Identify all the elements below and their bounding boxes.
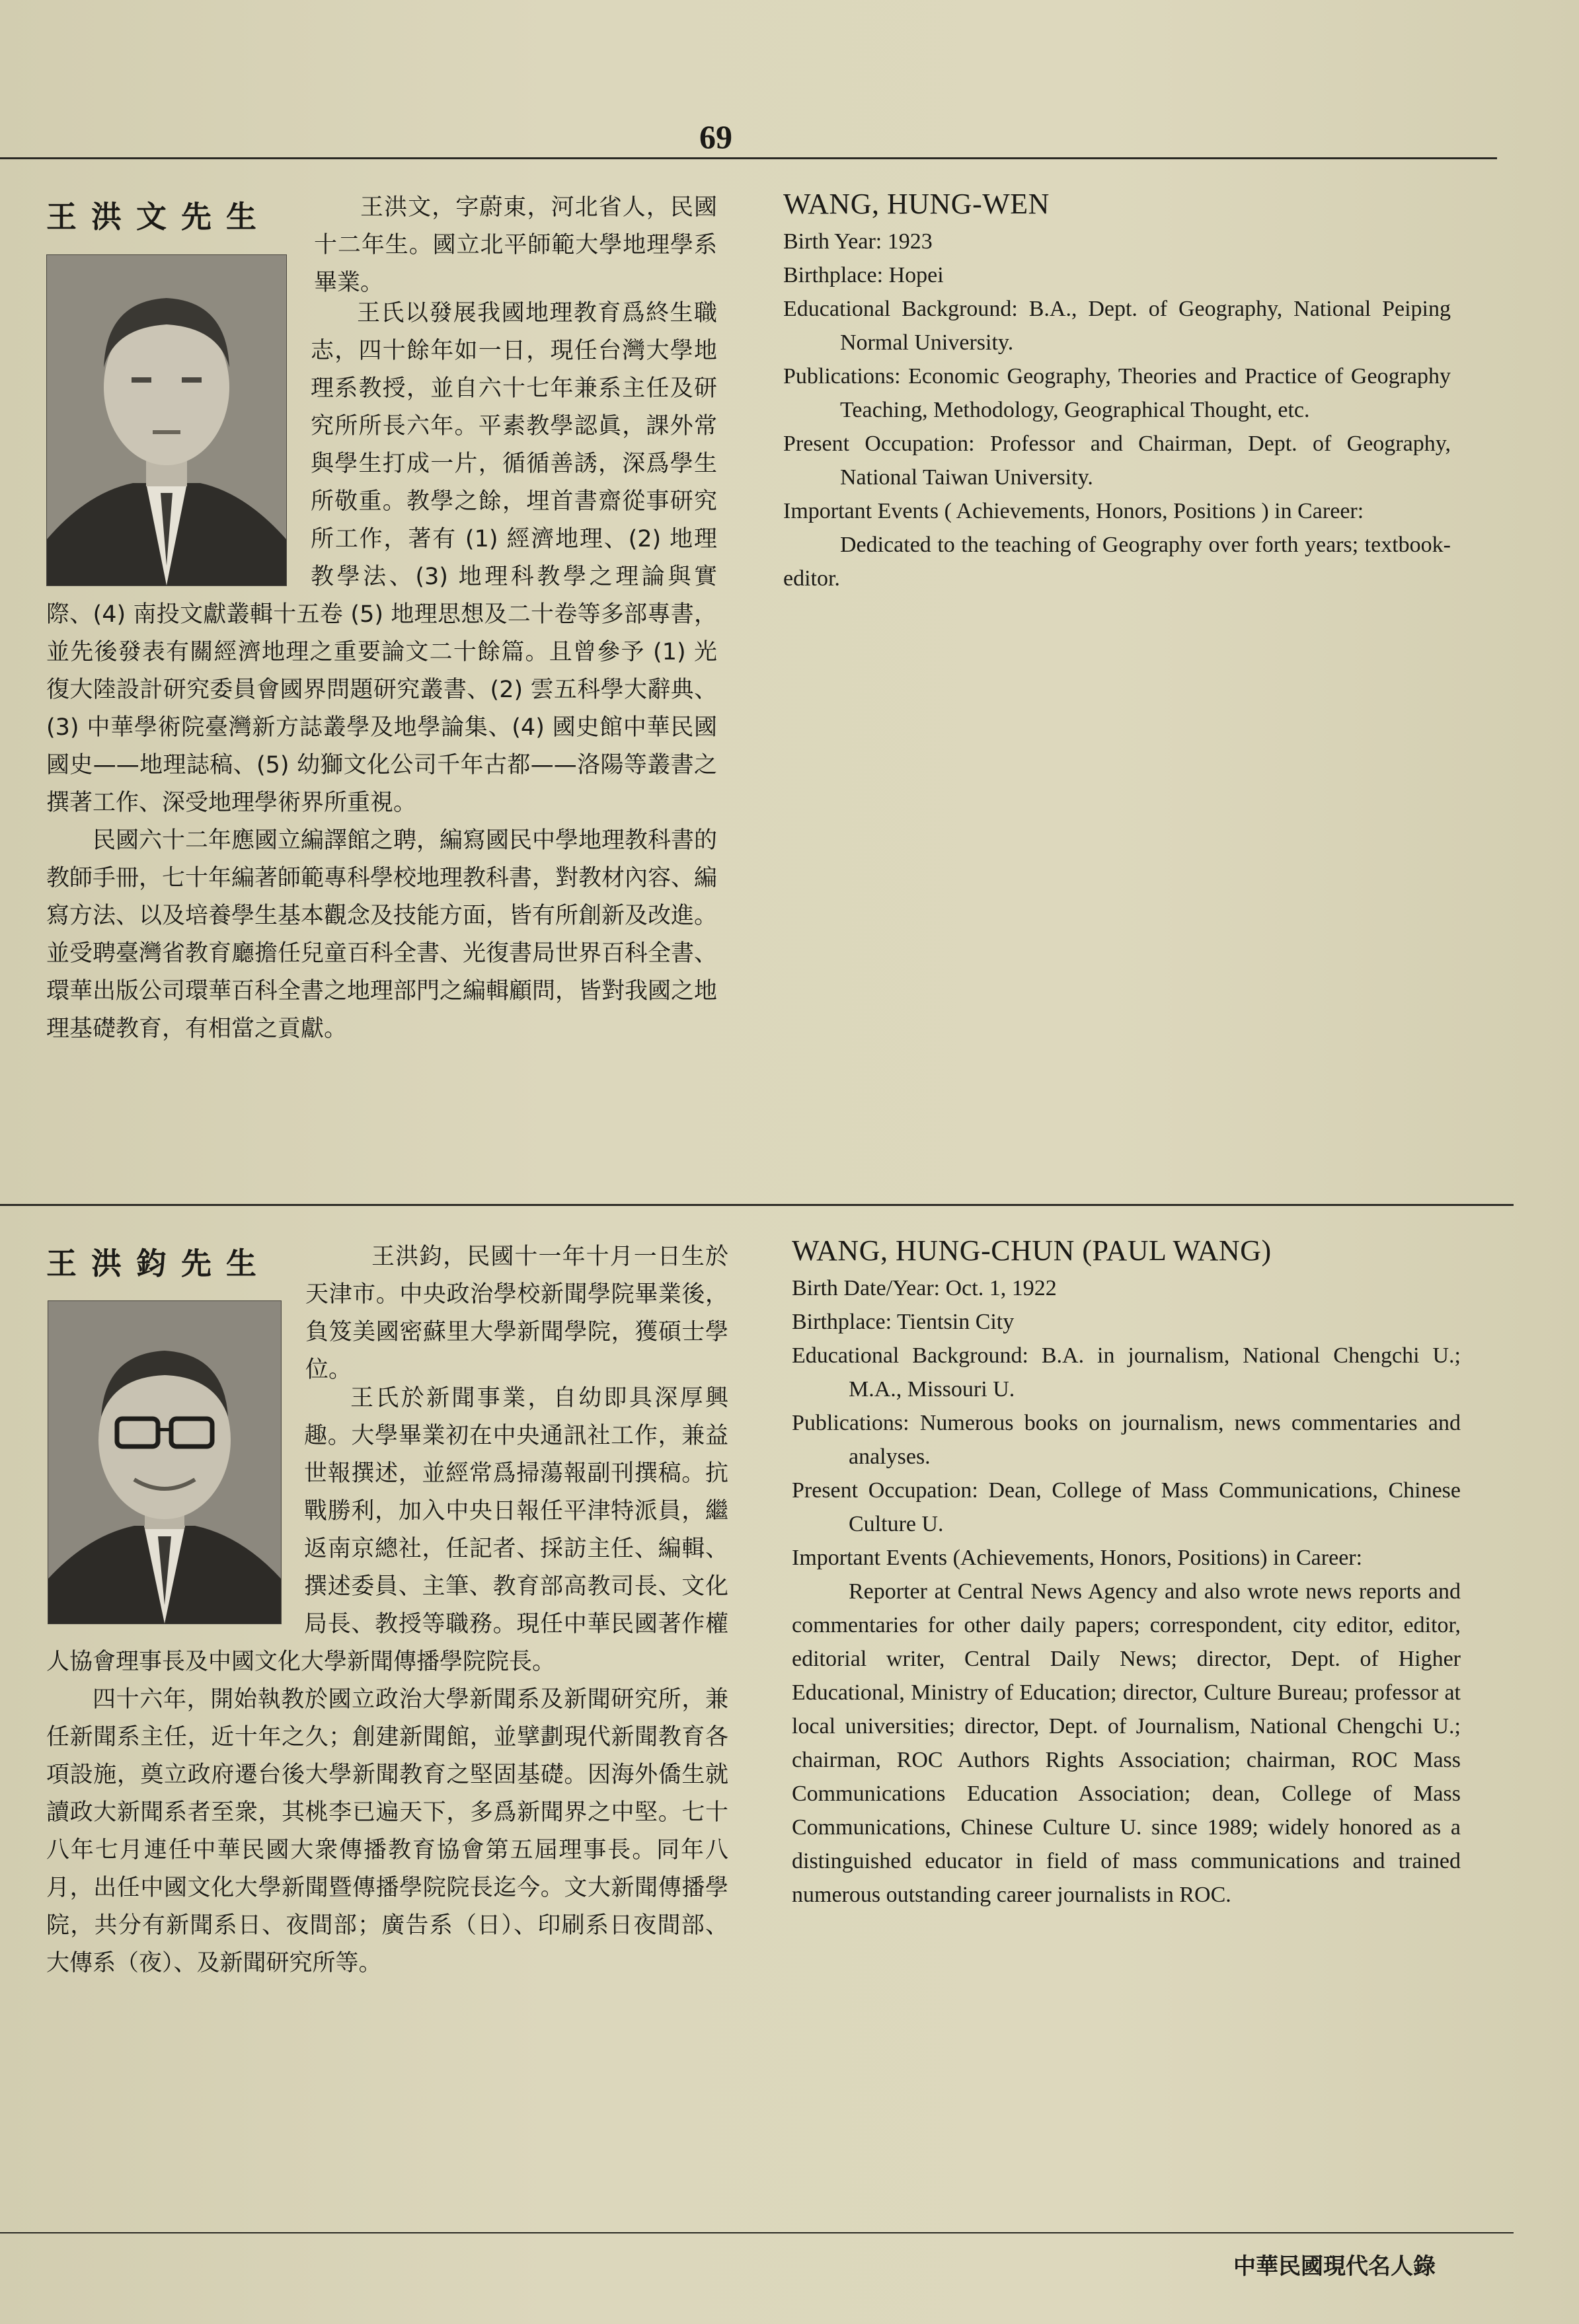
entry-1-bio-cn-para-1: 王洪文，字蔚東，河北省人，民國十二年生。國立北平師範大學地理學系畢業。 <box>314 194 717 296</box>
entry-2-bio-cn-wrap <box>46 1380 728 1982</box>
entry-1-field-occupation: Present Occupation: Professor and Chairman, Dept. of Geography, National Taiwan University. <box>783 431 1451 490</box>
middle-rule <box>0 1204 1514 1206</box>
entry-2-bio-cn-top <box>305 1238 728 1383</box>
entry-2-field-publications: Publications: Numerous books on journalism, news commentaries and analyses. <box>792 1411 1461 1469</box>
entry-1-photo-float <box>46 295 311 585</box>
page-number: 69 <box>699 118 732 155</box>
footer-book-title: 中華民國現代名人錄 <box>1233 2253 1436 2280</box>
entry-2-field-occupation: Present Occupation: Dean, College of Mass Communications, Chinese Culture U. <box>792 1478 1461 1536</box>
bottom-rule <box>0 2232 1514 2233</box>
entry-2-bio-cn-para-2: 王氏於新聞事業，自幼即具深厚興趣。大學畢業初在中央通訊社工作，兼益世報撰述，並經常爲掃蕩報副刊撰稿。抗戰勝利，加入中央日報任平津特派員，繼返南京總社，任記者、採訪主任、編輯、撰述委員、主筆、教育部高教司長、文化局長、教授等職務。現任中華民國著作權人協會理事長及中國文化大學新聞傳播學院院長。 <box>46 1385 728 1675</box>
entry-1-bio-cn-wrap <box>46 295 717 1048</box>
entry-2-career: Reporter at Central News Agency and also wrote news reports and commentaries for other daily papers; correspondent, city editor, editor, editorial writer, Central Daily News; director, Dept. of Higher Educational, Ministry of Education; director, Culture Bureau; professor at local universities; director, Dept. of Journalism, National Chengchi U.; chairman, ROC Authors Rights Association; chairman, ROC Mass Communications Education Association; dean, College of Mass Communications, Chinese Culture U. since 1989; widely honored as a distinguished educator in field of mass communications and trained numerous outstanding career journalists in ROC. <box>792 1579 1461 1907</box>
entry-1-field-education: Educational Background: B.A., Dept. of Geography, National Peiping Normal University. <box>783 297 1451 355</box>
entry-2-name-en: WANG, HUNG-CHUN (PAUL WANG) <box>792 1234 1272 1267</box>
entry-1-field-important-events: Important Events ( Achievements, Honors, Positions ) in Career: <box>783 499 1364 523</box>
entry-1-field-birth-year: Birth Year: 1923 <box>783 229 933 254</box>
entry-1-name-en: WANG, HUNG-WEN <box>783 188 1050 220</box>
entry-1-career: Dedicated to the teaching of Geography over forth years; textbook-editor. <box>783 533 1451 591</box>
entry-1-bio-cn-para-2: 王氏以發展我國地理教育爲終生職志，四十餘年如一日，現任台灣大學地理系教授，並自六十七年兼系主任及研究所所長六年。平素教學認眞，課外常與學生打成一片，循循善誘，深爲學生所敬重。教學之餘，埋首書齋從事研究所工作，著有 (1) 經濟地理、(2) 地理教學法、(3) 地理科教學之理論與實際、(4) 南投文獻叢輯十五卷 (5) 地理思想及二十卷等多部專書，並先後發表有關經濟地理之重要論文二十餘篇。且曾參予 (1) 光復大陸設計研究委員會國界問題研究叢書、(2) 雲五科學大辭典、(3) 中華學術院臺灣新方誌叢學及地學論集、(4) 國史館中華民國國史——地理誌稿、(5) 幼獅文化公司千年古都——洛陽等叢書之撰著工作、深受地理學術界所重視。 <box>46 300 717 816</box>
entry-2-bio-cn-para-3: 四十六年，開始執教於國立政治大學新聞系及新聞研究所，兼任新聞系主任，近十年之久；創建新聞館，並擘劃現代新聞教育各項設施，奠立政府遷台後大學新聞教育之堅固基礎。因海外僑生就讀政大新聞系者至衆，其桃李已遍天下，多爲新聞界之中堅。七十八年七月連任中華民國大衆傳播教育協會第五屆理事長。同年八月，出任中國文化大學新聞暨傳播學院院長迄今。文大新聞傳播學院，共分有新聞系日、夜間部；廣告系（日）、印刷系日夜間部、大傳系（夜）、及新聞研究所等。 <box>46 1686 728 1976</box>
entry-2-field-birth-date: Birth Date/Year: Oct. 1, 1922 <box>792 1276 1057 1300</box>
entry-2-bio-cn-para-1: 王洪鈞，民國十一年十月一日生於天津市。中央政治學校新聞學院畢業後，負笈美國密蘇里大學新聞學院，獲碩士學位。 <box>305 1244 728 1383</box>
entry-1-bio-cn-top <box>314 189 717 302</box>
entry-2-en <box>792 1233 1461 1912</box>
entry-2-name-cn: 王洪鈞先生 <box>46 1246 271 1281</box>
entry-1-bio-cn-para-3: 民國六十二年應國立編譯館之聘，編寫國民中學地理教科書的教師手冊，七十年編著師範專科學校地理教科書，對教材內容、編寫方法、以及培養學生基本觀念及技能方面，皆有所創新及改進。並受聘臺灣省教育廳擔任兒童百科全書、光復書局世界百科全書、環華出版公司環華百科全書之地理部門之編輯顧問，皆對我國之地理基礎教育，有相當之貢獻。 <box>46 827 718 1042</box>
entry-1-field-publications: Publications: Economic Geography, Theories and Practice of Geography Teaching, Methodology, Geographical Thought, etc. <box>783 364 1451 422</box>
entry-1-name-cn: 王洪文先生 <box>46 199 271 235</box>
entry-1-en <box>783 186 1451 595</box>
entry-2-field-important-events: Important Events (Achievements, Honors, Positions) in Career: <box>792 1546 1363 1570</box>
entry-2-photo-float <box>46 1380 304 1628</box>
entry-2-field-education: Educational Background: B.A. in journalism, National Chengchi U.; M.A., Missouri U. <box>792 1343 1461 1402</box>
top-rule <box>0 157 1497 159</box>
entry-1-field-birthplace: Birthplace: Hopei <box>783 263 944 287</box>
entry-2-field-birthplace: Birthplace: Tientsin City <box>792 1310 1015 1334</box>
